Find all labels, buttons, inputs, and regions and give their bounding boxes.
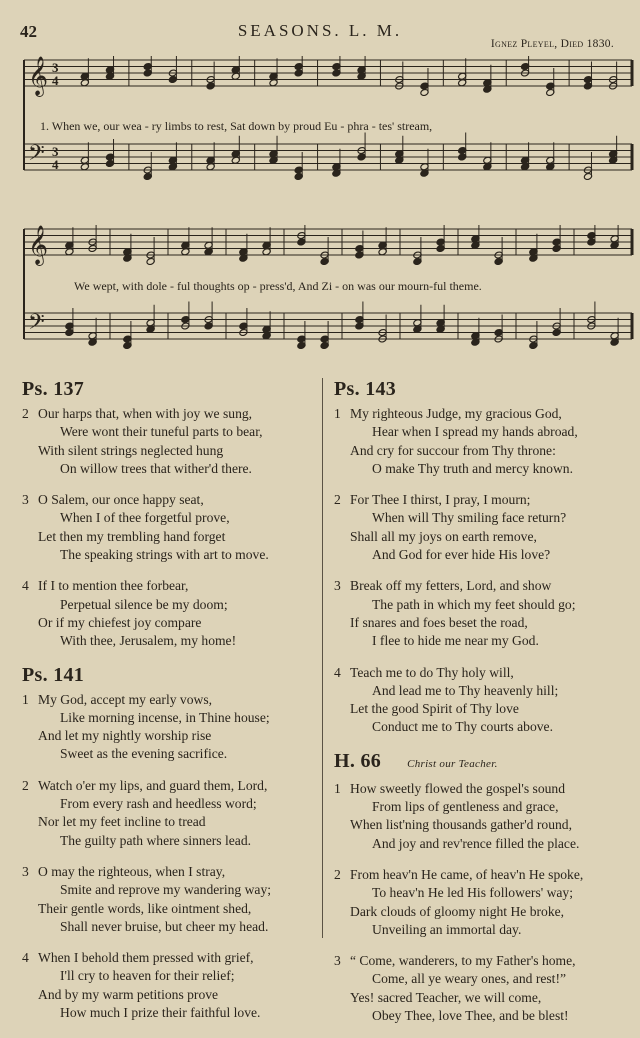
verse-text: Were wont their tuneful parts to bear, [60, 424, 263, 440]
verse-text: O Salem, our once happy seat, [38, 492, 204, 508]
verse-number: 2 [334, 866, 341, 882]
time-signature-icon: 4 [52, 157, 59, 172]
verse-number: 1 [334, 780, 341, 796]
verse-text: I flee to hide me near my God. [372, 633, 539, 649]
verse-number: 3 [22, 492, 29, 508]
verse-line [334, 460, 634, 478]
verse-line [22, 795, 322, 813]
treble-clef-icon: 𝄞 [28, 56, 49, 96]
treble-clef-icon: 𝄞 [28, 225, 49, 265]
verse-line [334, 884, 634, 902]
verse-number: 2 [22, 777, 29, 793]
verse [22, 863, 322, 936]
verse-text: Conduct me to Thy courts above. [372, 719, 553, 735]
lyrics-line-1: 1. When we, our wea - ry limbs to rest, Sat down by proud Eu - phra - tes' stream, [40, 119, 433, 133]
verse-line [22, 832, 322, 850]
page-number: 42 [20, 22, 37, 41]
section-heading [22, 378, 322, 400]
verse-text: And cry for succour from Thy throne: [350, 442, 556, 458]
verse-line [334, 423, 634, 441]
verse-line [334, 718, 634, 736]
lyrics-line-2: We wept, with dole - ful thoughts op - press'd, And Zi - on was our mourn-ful theme. [74, 279, 482, 293]
verse-text: O make Thy truth and mercy known. [372, 460, 573, 476]
verse [22, 949, 322, 1022]
verse-text: “ Come, wanderers, to my Father's home, [350, 953, 576, 969]
verse-text: Dark clouds of gloomy night He broke, [350, 903, 565, 919]
verse-line [22, 709, 322, 727]
verse-line [22, 614, 322, 632]
verse-line [22, 577, 322, 595]
verse-text: How much I prize their faithful love. [60, 1005, 261, 1021]
verse-line [334, 577, 634, 595]
verse-text: Unveiling an immortal day. [372, 921, 522, 937]
verse-text: Nor let my feet incline to tread [38, 814, 206, 830]
verse-number: 3 [334, 953, 341, 969]
verse-text: With thee, Jerusalem, my home! [60, 633, 237, 649]
verse-line [334, 835, 634, 853]
verse-text: How sweetly flowed the gospel's sound [350, 780, 566, 796]
verse-line [22, 986, 322, 1004]
verse-text: From heav'n He came, of heav'n He spoke, [350, 866, 584, 882]
verse-text: On willow trees that wither'd there. [60, 460, 252, 476]
section-heading [334, 750, 634, 775]
verse-line [334, 903, 634, 921]
verse-line [334, 546, 634, 564]
verse-line [334, 866, 634, 884]
verse-line [22, 727, 322, 745]
verse-text: Teach me to do Thy holy will, [350, 664, 514, 680]
verse-text: And joy and rev'rence filled the place. [372, 835, 580, 851]
verse-line [22, 596, 322, 614]
verse [22, 777, 322, 850]
bass-clef-icon: 𝄢 [28, 310, 45, 340]
verse [334, 952, 634, 1025]
verse-line [334, 1007, 634, 1025]
verse-line [334, 596, 634, 614]
verse-text: Let the good Spirit of Thy love [350, 701, 519, 717]
verse [334, 780, 634, 853]
verse [334, 405, 634, 478]
verse-text: Obey Thee, love Thee, and be blest! [372, 1008, 569, 1024]
section-subtitle: Christ our Teacher. [407, 757, 498, 770]
verse-number: 3 [22, 863, 29, 879]
verse-line [334, 952, 634, 970]
verse-text: From lips of gentleness and grace, [372, 799, 559, 815]
verse-text: The speaking strings with art to move. [60, 547, 269, 563]
verse-line [22, 918, 322, 936]
verse [334, 866, 634, 939]
verse-text: The guilty path where sinners lead. [60, 832, 252, 848]
verse-line [22, 949, 322, 967]
verse-line [22, 442, 322, 460]
verse-line [334, 970, 634, 988]
verse-line [22, 528, 322, 546]
verse-line [334, 798, 634, 816]
verse [334, 664, 634, 737]
verse-text: My God, accept my early vows, [38, 691, 213, 707]
verse-text: If snares and foes beset the road, [350, 614, 528, 630]
verse-text: When I behold them pressed with grief, [38, 950, 254, 966]
section-title: Ps. 141 [22, 663, 85, 686]
verse-text: Hear when I spread my hands abroad, [372, 424, 578, 440]
verse-text: When list'ning thousands gather'd round, [350, 817, 572, 833]
verse-line [334, 700, 634, 718]
verse-text: Their gentle words, like ointment shed, [38, 900, 252, 916]
verse-text: O may the righteous, when I stray, [38, 863, 226, 879]
verse-line [22, 460, 322, 478]
verse-text: For Thee I thirst, I pray, I mourn; [350, 492, 531, 508]
verse-line [22, 1004, 322, 1022]
verse-line [334, 528, 634, 546]
verse-text: My righteous Judge, my gracious God, [350, 406, 562, 421]
music-staves-2 [22, 225, 634, 365]
verse-text: Sweet as the evening sacrifice. [60, 746, 228, 762]
verse-line [22, 813, 322, 831]
verse-line [334, 632, 634, 650]
music-system-1 [22, 56, 634, 196]
verse-text: Break off my fetters, Lord, and show [350, 578, 552, 594]
verse-text: Perpetual silence be my doom; [60, 596, 228, 612]
verse-line [22, 863, 322, 881]
verse-line [22, 881, 322, 899]
verse-number: 2 [22, 406, 29, 421]
verse-text: Our harps that, when with joy we sung, [38, 406, 253, 421]
verse [22, 405, 322, 478]
verse-line [22, 423, 322, 441]
verse-text: Smite and reprove my wandering way; [60, 882, 272, 898]
verse-line [334, 491, 634, 509]
composer-credit: Ignez Pleyel, Died 1830. [490, 38, 614, 50]
verse-line [334, 614, 634, 632]
verse [22, 691, 322, 764]
verse-line [22, 745, 322, 763]
column-divider [322, 378, 323, 938]
verse-line [22, 405, 322, 423]
verse-text: If I to mention thee forbear, [38, 578, 189, 594]
verse-line [22, 900, 322, 918]
verse-text: I'll cry to heaven for their relief; [60, 968, 235, 984]
verse-line [22, 777, 322, 795]
verse [22, 491, 322, 564]
verse-text: With silent strings neglected hung [38, 442, 224, 458]
verse-line [22, 509, 322, 527]
verse-line [334, 405, 634, 423]
verse [334, 577, 634, 650]
tune-title: SEASONS. L. M. [237, 21, 403, 40]
verse [334, 491, 634, 564]
verse-line [334, 509, 634, 527]
music-system-2 [22, 225, 634, 365]
verse-text: Like morning incense, in Thine house; [60, 709, 270, 725]
verse-text: And lead me to Thy heavenly hill; [372, 682, 559, 698]
section-heading [334, 378, 634, 400]
verse-text: To heav'n He led His followers' way; [372, 885, 574, 901]
verse-line [334, 682, 634, 700]
verse-text: Watch o'er my lips, and guard them, Lord, [38, 777, 268, 793]
verse-number: 3 [334, 578, 341, 594]
verse [22, 577, 322, 650]
section-title: Ps. 143 [334, 378, 397, 400]
verse-line [22, 967, 322, 985]
verse-text: The path in which my feet should go; [372, 596, 576, 612]
verse-number: 1 [334, 406, 341, 421]
verse-line [334, 442, 634, 460]
verse-text: Let then my trembling hand forget [38, 528, 226, 544]
verse-text: Or if my chiefest joy compare [38, 614, 202, 630]
verse-line [22, 546, 322, 564]
verse-number: 4 [22, 578, 29, 594]
verse-text: And by my warm petitions prove [38, 986, 219, 1002]
time-signature-icon: 3 [52, 60, 59, 75]
verse-number: 4 [334, 664, 341, 680]
verse-text: From every rash and heedless word; [60, 796, 257, 812]
verse-text: Yes! sacred Teacher, we will come, [350, 989, 542, 1005]
time-signature-icon: 3 [52, 144, 59, 159]
verse-text: Come, all ye weary ones, and rest!” [372, 971, 567, 987]
section-heading [22, 664, 322, 686]
verse-line [334, 921, 634, 939]
verse-text: Shall never bruise, but cheer my head. [60, 918, 269, 934]
verse-line [334, 816, 634, 834]
time-signature-icon: 4 [52, 73, 59, 88]
section-title: H. 66 [334, 749, 382, 772]
bass-clef-icon: 𝄢 [28, 141, 45, 171]
verse-text: And God for ever hide His love? [372, 547, 551, 563]
verse-line [22, 632, 322, 650]
verse-text: When I of thee forgetful prove, [60, 510, 230, 526]
verse-line [334, 664, 634, 682]
verse-text: When will Thy smiling face return? [372, 510, 567, 526]
verse-line [22, 691, 322, 709]
left-column [22, 378, 322, 1035]
verse-number: 2 [334, 492, 341, 508]
section-title: Ps. 137 [22, 378, 85, 400]
verse-text: Shall all my joys on earth remove, [350, 528, 537, 544]
right-column [334, 378, 634, 1038]
verse-text: And let my nightly worship rise [38, 728, 212, 744]
verse-number: 1 [22, 691, 29, 707]
verse-line [22, 491, 322, 509]
verse-line [334, 780, 634, 798]
verse-number: 4 [22, 950, 29, 966]
